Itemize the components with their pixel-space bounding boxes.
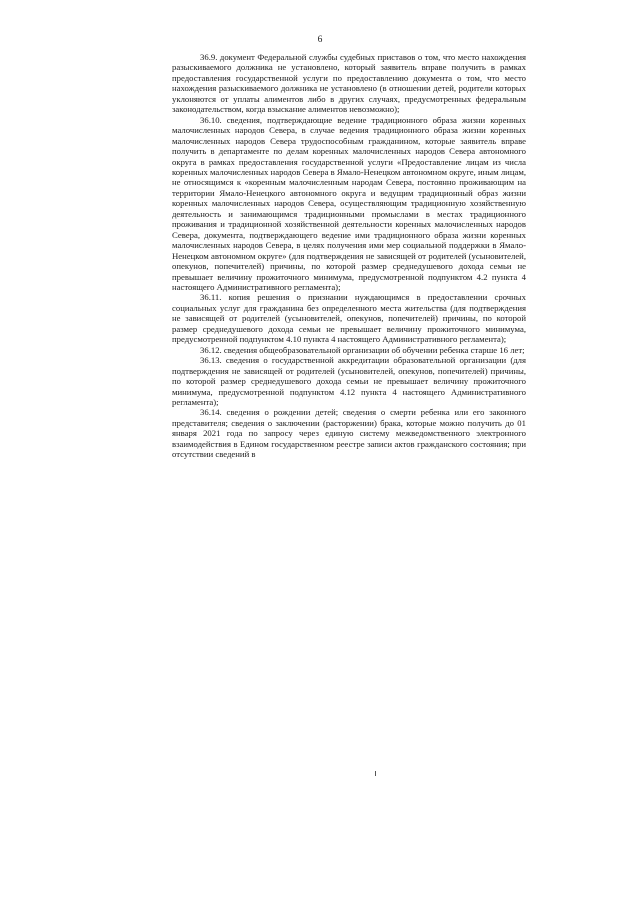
page-number: 6 <box>317 35 323 45</box>
paragraph-36-9: 36.9. документ Федеральной службы судебных приставов о том, что место нахождения разыскиваемого должника не установлено, который заявитель вправе получить в рамках предоставления государственной услуги по предоставлению документа о том, что место нахождения разыскиваемого должника не установлено (в отношении детей, родители которых уклоняются от уплаты алиментов либо в других случаях, предусмотренных федеральным законодательством, когда взыскание алиментов невозможно); <box>172 52 526 115</box>
document-body <box>172 52 526 460</box>
paragraph-36-11: 36.11. копия решения о признании нуждающимся в предоставлении срочных социальных услуг для гражданина без определенного места жительства (для подтверждения не зависящей от родителей (усыновителей, опекунов, попечителей) причины, по которой размер среднедушевого дохода семьи не превышает величину прожиточного минимума, предусмотренной подпунктом 4.10 пункта 4 настоящего Административного регламента); <box>172 292 526 345</box>
paragraph-36-12: 36.12. сведения общеобразовательной организации об обучении ребенка старше 16 лет; <box>200 344 525 355</box>
scan-artifact-mark <box>375 771 376 776</box>
paragraph-36-14: 36.14. сведения о рождении детей; сведения о смерти ребенка или его законного представителя; сведения о заключении (расторжении) брака, которые можно получить до 01 января 2021 года по запросу через единую систему межведомственного электронного взаимодействия в Едином государственном реестре записи актов гражданского состояния; при отсутствии сведений в <box>172 407 526 460</box>
paragraph-36-13: 36.13. сведения о государственной аккредитации образовательной организации (для подтверждения не зависящей от родителей (усыновителей, опекунов, попечителей) причины, по которой размер среднедушевого дохода семьи не превышает величину прожиточного минимума, предусмотренной подпунктом 4.12 пункта 4 настоящего Административного регламента); <box>172 355 526 407</box>
paragraph-36-10: 36.10. сведения, подтверждающие ведение традиционного образа жизни коренных малочисленных народов Севера, в случае ведения традиционного образа жизни коренных малочисленных народов Севера трудоспособным гражданином, которые заявитель вправе получить в департаменте по делам коренных малочисленных народов Севера автономного округа в рамках предоставления государственной услуги «Предоставление лицам из числа коренных малочисленных народов Севера в Ямало-Ненецком автономном округе, иным лицам, не относящимся к «коренным малочисленным народам Севера, постоянно проживающим на территории Ямало-Ненецкого автономного округа и ведущим традиционный образ жизни коренных малочисленных народов Севера, осуществляющим традиционную хозяйственную деятельность и занимающимся традиционными промыслами в местах традиционного проживания и традиционной хозяйственной деятельности коренных малочисленных народов Севера, документа, подтверждающего ведение ими традиционного образа жизни коренных малочисленных народов Севера, в целях получения ими мер социальной поддержки в Ямало-Ненецком автономном округе» (для подтверждения не зависящей от родителей (усыновителей, опекунов, попечителей) причины, по которой размер среднедушевого дохода семьи не превышает величину прожиточного минимума, предусмотренной подпунктом 4.2 пункта 4 настоящего Административного регламента); <box>172 114 526 292</box>
